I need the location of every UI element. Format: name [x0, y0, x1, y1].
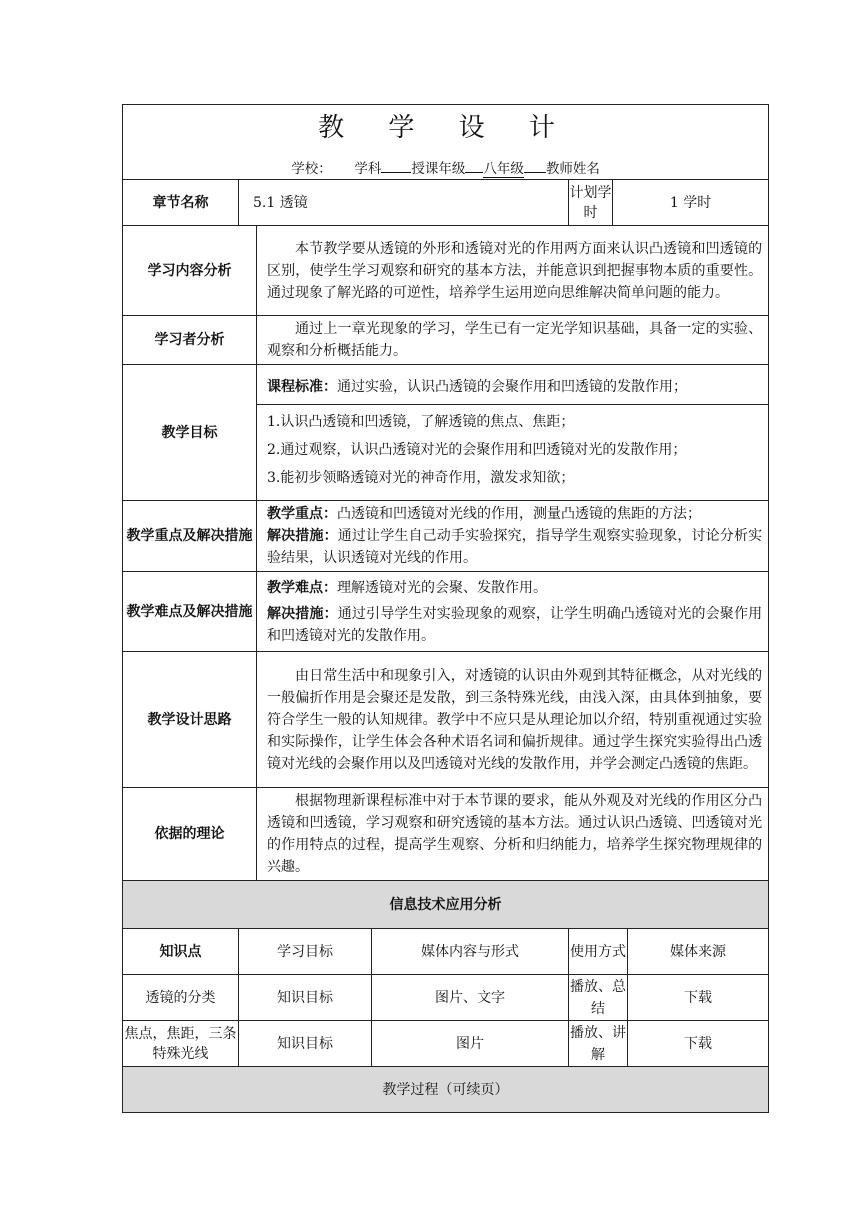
- difficulties-cell: [257, 572, 769, 652]
- course-standard-line: [257, 370, 768, 405]
- goal-item-1: 1.认识凸透镜和凹透镜，了解透镜的焦点、焦距；: [267, 414, 575, 430]
- it-header-usage: 使用方式: [569, 929, 628, 975]
- course-standard-label: 课程标准：: [267, 379, 337, 395]
- key-focus-label: 教学重点：: [267, 506, 337, 522]
- planned-hours-value: 1 学时: [613, 180, 769, 226]
- course-standard-text: 通过实验，认识凸透镜的会聚作用和凹透镜的发散作用；: [337, 379, 687, 395]
- theory-text: 根据物理新课程标准中对于本节课的要求，能从外观及对光线的作用区分凸透镜和凹透镜，学习观察和研究透镜的基本方法。通过认识凸透镜、凹透镜对光的作用特点的过程，提高学生观察、分析和归纳能力，培养学生探究物理规律的兴趣。: [257, 788, 769, 881]
- it-section-title: 信息技术应用分析: [123, 881, 769, 929]
- difficulties-label: 教学难点及解决措施: [123, 572, 257, 652]
- table-cell: 图片: [372, 1021, 569, 1067]
- table-cell: 焦点，焦距，三条特殊光线: [123, 1021, 239, 1067]
- difficulty-measure-label: 解决措施：: [267, 605, 338, 622]
- key-measure-line: [267, 525, 762, 569]
- it-header-media: 媒体内容与形式: [372, 929, 569, 975]
- content-analysis-text: 本节教学要从透镜的外形和透镜对光的作用两方面来认识凸透镜和凹透镜的区别，使学生学习观察和研究的基本方法，并能意识到把握事物本质的重要性。通过现象了解光路的可逆性，培养学生运用逆向思维解决简单问题的能力。: [257, 226, 769, 316]
- design-idea-text: 由日常生活中和现象引入，对透镜的认识由外观到其特征概念，从对光线的一般偏折作用是会聚还是发散，到三条特殊光线，由浅入深，由具体到抽象，要符合学生一般的认知规律。教学中不应只是从理论加以介绍，特别重视通过实验和实际操作，让学生体会各种术语名词和偏折规律。通过学生探究实验得出凸透镜对光线的会聚作用以及凹透镜对光线的发散作用，并学会测定凸透镜的焦距。: [257, 652, 769, 788]
- table-cell: 知识目标: [239, 975, 372, 1021]
- school-label: 学校：: [291, 160, 332, 177]
- teaching-goals-cell: [257, 365, 769, 501]
- difficulty-focus-line: [267, 577, 762, 599]
- key-measure-label: 解决措施：: [267, 528, 338, 544]
- subject-blank: [381, 156, 411, 173]
- content-analysis-label: 学习内容分析: [123, 226, 257, 316]
- grade-blank-right: [524, 156, 546, 173]
- theory-label: 依据的理论: [123, 788, 257, 881]
- header-info-line: [123, 156, 768, 179]
- it-header-knowledge: 知识点: [123, 929, 239, 975]
- page-title: 教 学 设 计: [318, 112, 573, 143]
- key-focus-text: 凸透镜和凹透镜对光线的作用，测量凸透镜的焦距的方法；: [337, 506, 701, 522]
- it-header-goal: 学习目标: [239, 929, 372, 975]
- difficulty-focus-label: 教学难点：: [267, 579, 337, 596]
- goal-item-2: 2.通过观察，认识凸透镜对光的会聚作用和凹透镜对光的发散作用；: [267, 442, 687, 458]
- key-points-cell: [257, 501, 769, 572]
- it-header-source: 媒体来源: [628, 929, 769, 975]
- difficulty-measure-text: 通过引导学生对实验现象的观察，让学生明确凸透镜对光的会聚作用和凹透镜对光的发散作用。: [267, 605, 763, 644]
- grade-blank-left: [465, 156, 483, 173]
- table-cell: 图片、文字: [372, 975, 569, 1021]
- key-measure-text: 通过让学生自己动手实验探究，指导学生观察实验现象，讨论分析实验结果，认识透镜对光线的作用。: [267, 528, 763, 566]
- goal-item-3: 3.能初步领略透镜对光的神奇作用，激发求知欲；: [267, 470, 575, 486]
- lesson-plan-document: [122, 104, 768, 1113]
- learner-analysis-text: 通过上一章光现象的学习，学生已有一定光学知识基础，具备一定的实验、观察和分析概括能力。: [257, 316, 769, 365]
- difficulty-measure-line: [267, 603, 762, 647]
- table-cell: 下载: [628, 1021, 769, 1067]
- learner-analysis-label: 学习者分析: [123, 316, 257, 365]
- difficulty-focus-text: 理解透镜对光的会聚、发散作用。: [337, 579, 547, 596]
- table-cell: 透镜的分类: [123, 975, 239, 1021]
- key-points-label: 教学重点及解决措施: [123, 501, 257, 572]
- header-cell: [123, 105, 769, 180]
- planned-hours-label: 计划学时: [569, 180, 613, 226]
- key-focus-line: [267, 503, 762, 525]
- table-cell: 播放、讲解: [569, 1021, 628, 1067]
- table-row: [123, 1021, 769, 1067]
- teaching-goals-label: 教学目标: [123, 365, 257, 501]
- table-cell: 播放、总结: [569, 975, 628, 1021]
- table-row: [123, 975, 769, 1021]
- teaching-process-title: 教学过程（可续页）: [123, 1067, 769, 1113]
- grade-value: 八年级: [483, 160, 524, 177]
- lesson-plan-table: [122, 104, 769, 1113]
- table-cell: 知识目标: [239, 1021, 372, 1067]
- design-idea-label: 教学设计思路: [123, 652, 257, 788]
- grade-label: 授课年级: [411, 160, 466, 177]
- subject-label: 学科: [354, 160, 382, 177]
- teacher-label: 教师姓名: [545, 160, 600, 177]
- chapter-label: 章节名称: [123, 180, 239, 226]
- table-cell: 下载: [628, 975, 769, 1021]
- chapter-value: 5.1 透镜: [239, 180, 569, 226]
